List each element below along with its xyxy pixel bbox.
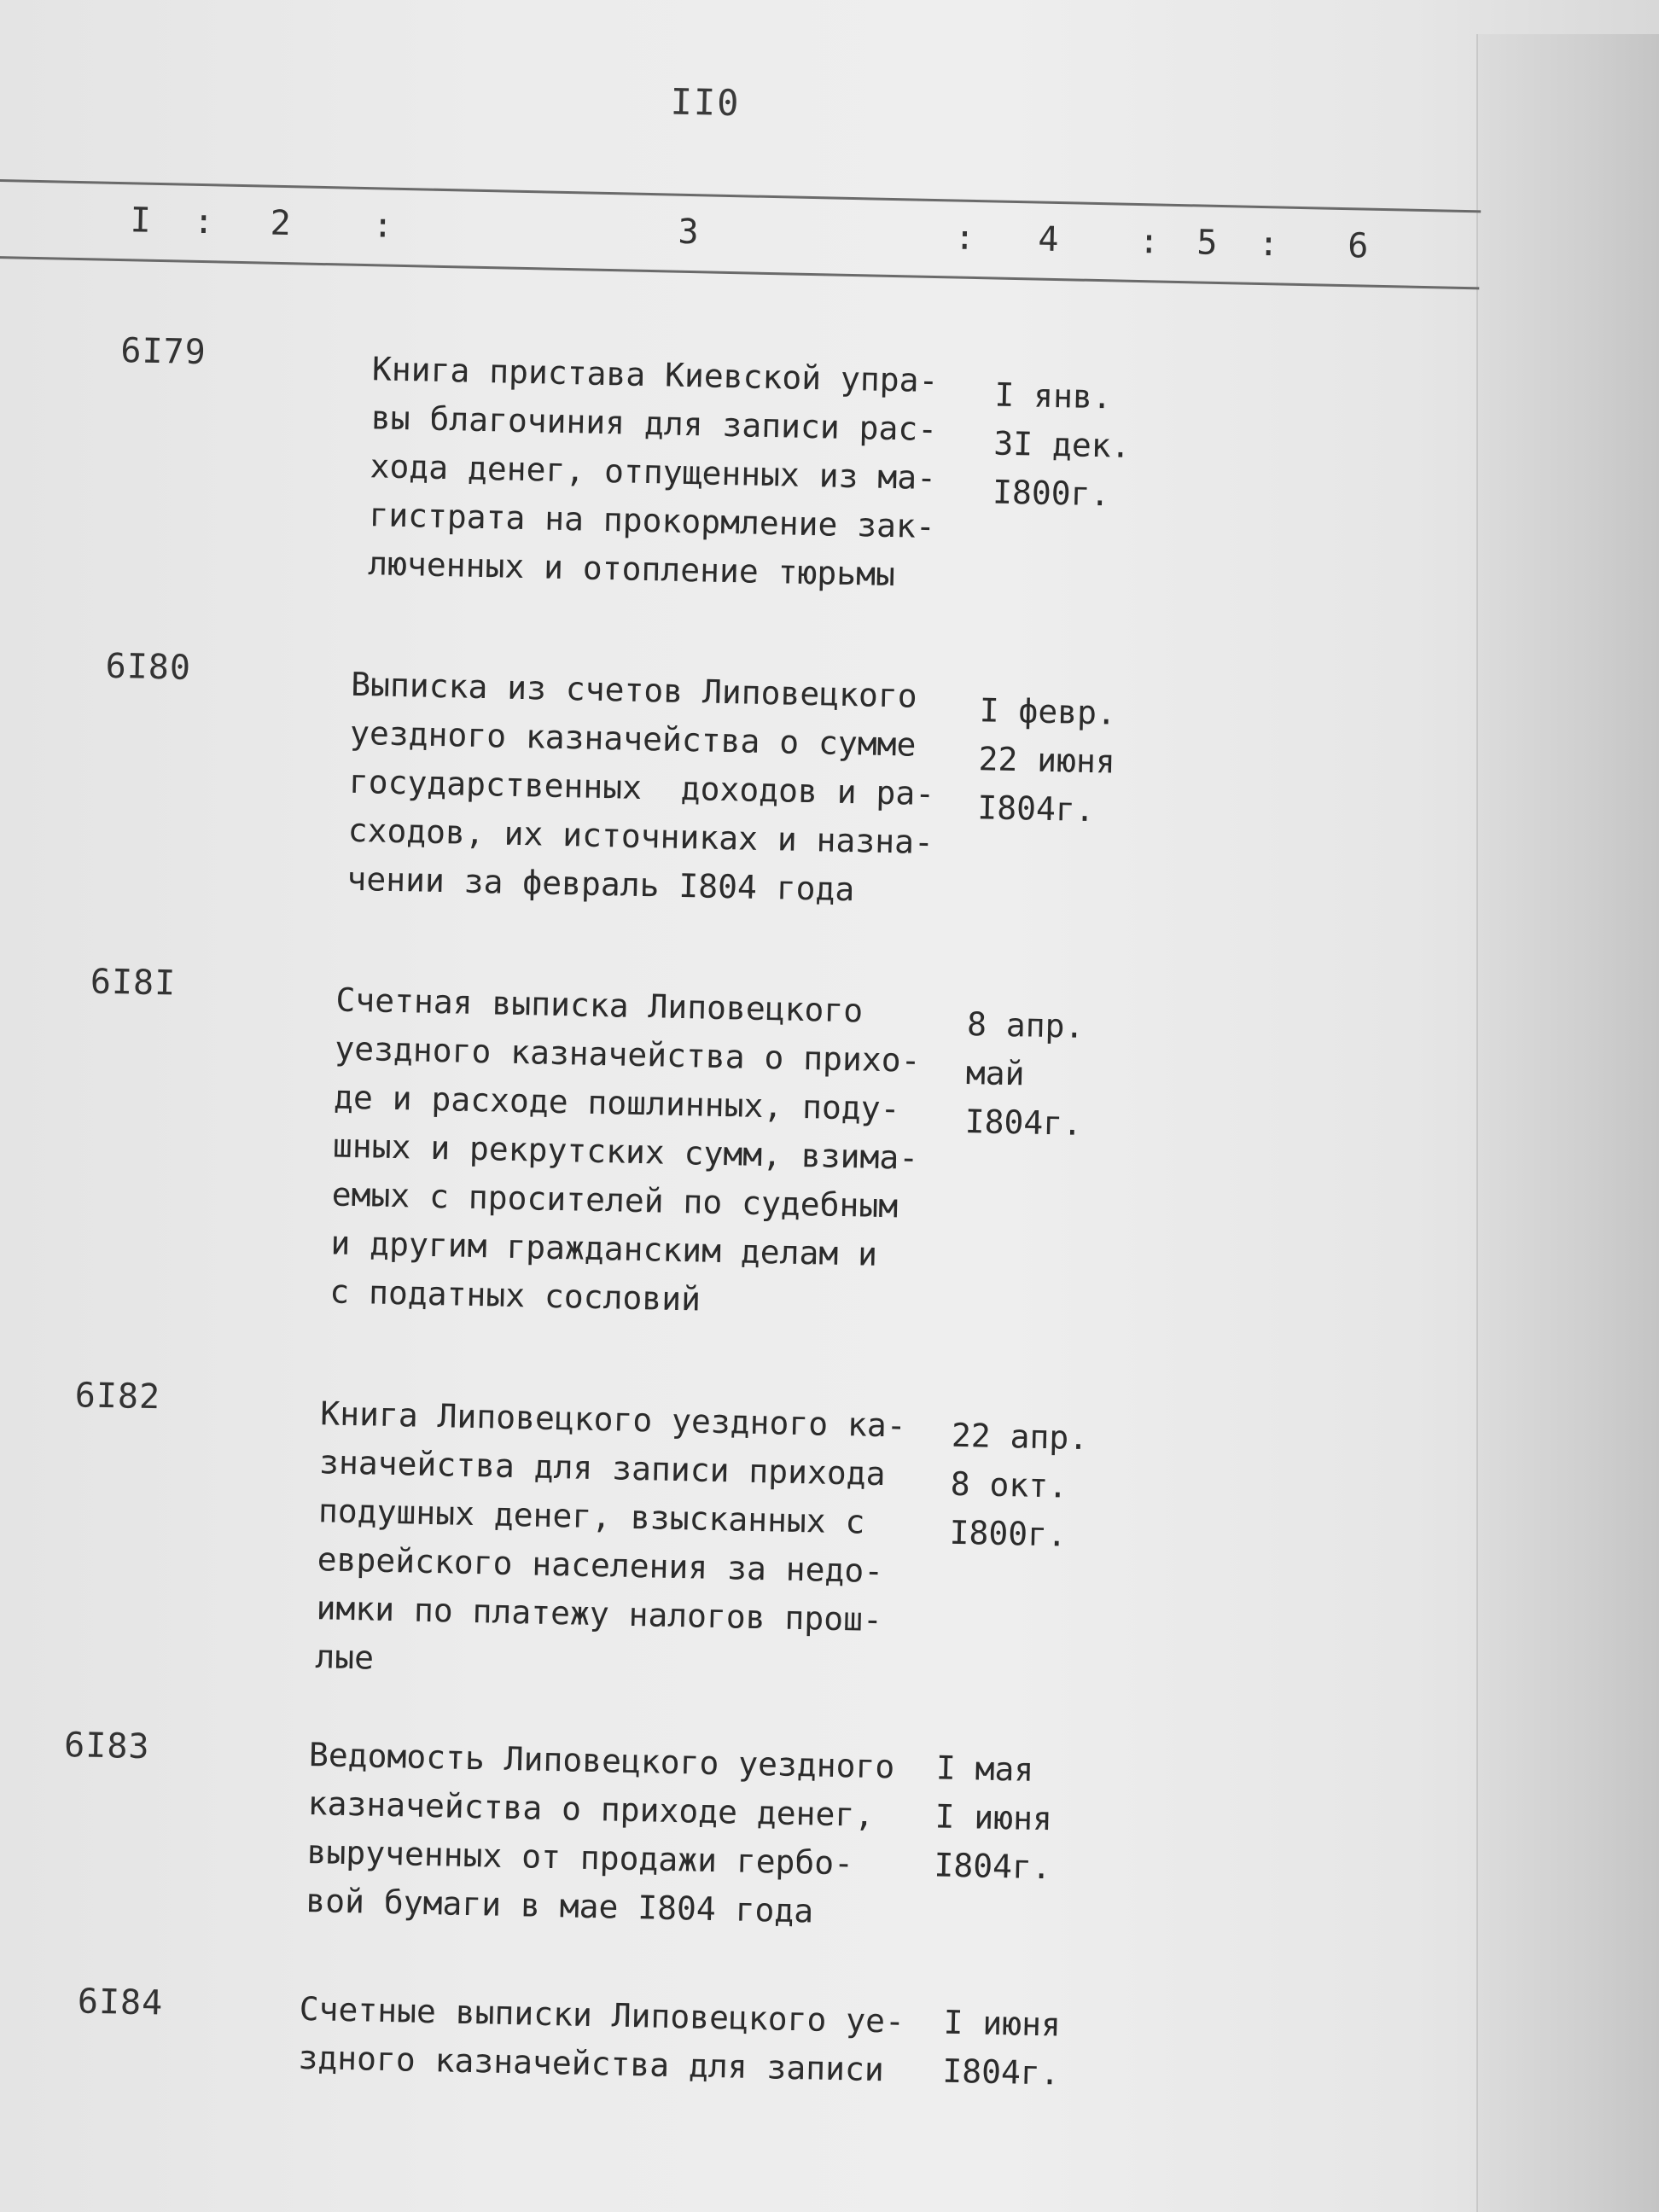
column-header-6: 6	[1347, 226, 1369, 266]
entry-number: 6I8I	[90, 962, 177, 1004]
description-line: с податных сословий	[329, 1272, 701, 1318]
date-line: 22 апр.	[951, 1416, 1089, 1458]
date-line: 8 апр.	[966, 1004, 1085, 1045]
column-header-2: 2	[270, 203, 292, 244]
description-line: вырученных от продажи гербо-	[306, 1833, 854, 1883]
description-line: хода денег, отпущенных из ма-	[370, 447, 937, 498]
description-line: Выписка из счетов Липовецкого	[350, 665, 918, 715]
column-separator: :	[1257, 224, 1279, 265]
description-line: вой бумаги в мае I804 года	[305, 1881, 814, 1930]
description-line: гистрата на прокормление зак-	[369, 496, 936, 546]
column-separator: :	[372, 206, 394, 246]
description-line: подушных денег, взысканных с	[317, 1492, 865, 1541]
description-line: сходов, их источниках и назна-	[347, 811, 934, 862]
entry-number: 6I84	[77, 1982, 164, 2023]
page-number: II0	[670, 80, 742, 125]
description-line: здного казначейства для записи	[298, 2038, 885, 2089]
entry-number: 6I79	[119, 331, 207, 373]
entry-number: 6I83	[63, 1726, 150, 1767]
description-line: казначейства о приходе денег,	[307, 1784, 875, 1834]
description-line: еврейского населения за недо-	[317, 1540, 884, 1591]
column-header-4: 4	[1037, 219, 1059, 260]
description-line: Счетные выписки Липовецкого уе-	[299, 1989, 905, 2040]
date-line: I804г.	[964, 1102, 1083, 1143]
date-line: I янв.	[994, 375, 1113, 416]
entry-description	[329, 976, 951, 1330]
description-line: люченных и отопление тюрьмы	[367, 544, 896, 594]
entry-dates	[942, 1999, 1062, 2098]
date-line: I804г.	[934, 1846, 1052, 1887]
date-line: I февр.	[979, 691, 1117, 732]
description-line: Ведомость Липовецкого уездного	[308, 1736, 895, 1786]
description-line: лые	[314, 1638, 375, 1677]
header-rule-top	[0, 179, 1481, 212]
date-line: I804г.	[941, 2052, 1061, 2093]
entry-dates	[934, 1743, 1054, 1892]
description-line: емых с просителей по судебным	[331, 1175, 899, 1225]
description-line: и другим гражданским делам и	[330, 1224, 878, 1273]
entry-description	[346, 661, 966, 917]
column-header-3: 3	[678, 212, 700, 253]
description-line: де и расходе пошлинных, поду-	[333, 1078, 900, 1128]
column-separator: :	[193, 201, 215, 242]
description-line: государственных доходов и ра-	[348, 762, 935, 813]
column-separator: :	[953, 218, 975, 258]
description-line: уездного казначейства о сумме	[349, 713, 917, 764]
entry-dates	[949, 1412, 1089, 1560]
date-line: I800г.	[992, 473, 1110, 514]
date-line: 22 июня	[978, 740, 1116, 781]
column-header-5: 5	[1196, 223, 1218, 263]
date-line: I804г.	[976, 789, 1096, 830]
entry-dates	[992, 371, 1132, 520]
column-separator: :	[1138, 222, 1160, 262]
date-line: I июня	[934, 1797, 1053, 1838]
column-header-1: I	[130, 201, 152, 241]
date-line: I мая	[935, 1749, 1034, 1789]
date-line: I800г.	[949, 1513, 1068, 1554]
description-line: Книга Липовецкого уездного ка-	[319, 1394, 907, 1445]
description-line: Счетная выписка Липовецкого	[335, 981, 864, 1030]
date-line: I июня	[943, 2003, 1062, 2044]
entry-description	[368, 345, 987, 601]
entry-description	[306, 1731, 924, 1938]
entry-number: 6I82	[74, 1376, 161, 1417]
description-line: шных и рекрутских сумм, взима-	[332, 1126, 919, 1177]
description-line: Книга пристава Киевской упра-	[371, 350, 939, 400]
description-line: уездного казначейства о прихо-	[334, 1029, 922, 1080]
entry-dates	[964, 1000, 1085, 1149]
date-line: 8 окт.	[950, 1464, 1068, 1505]
description-line: вы благочиния для записи рас-	[370, 399, 938, 449]
entry-description	[298, 1985, 914, 2095]
description-line: имки по платежу налогов прош-	[316, 1589, 883, 1639]
entry-number: 6I80	[105, 646, 192, 688]
date-line: 3I дек.	[992, 424, 1131, 465]
page-edge	[1476, 34, 1659, 2212]
entry-dates	[977, 686, 1117, 835]
description-line: чении за февраль I804 года	[346, 859, 855, 909]
entry-description	[315, 1389, 935, 1694]
description-line: значейства для записи прихода	[318, 1443, 886, 1493]
date-line: май	[965, 1053, 1026, 1093]
